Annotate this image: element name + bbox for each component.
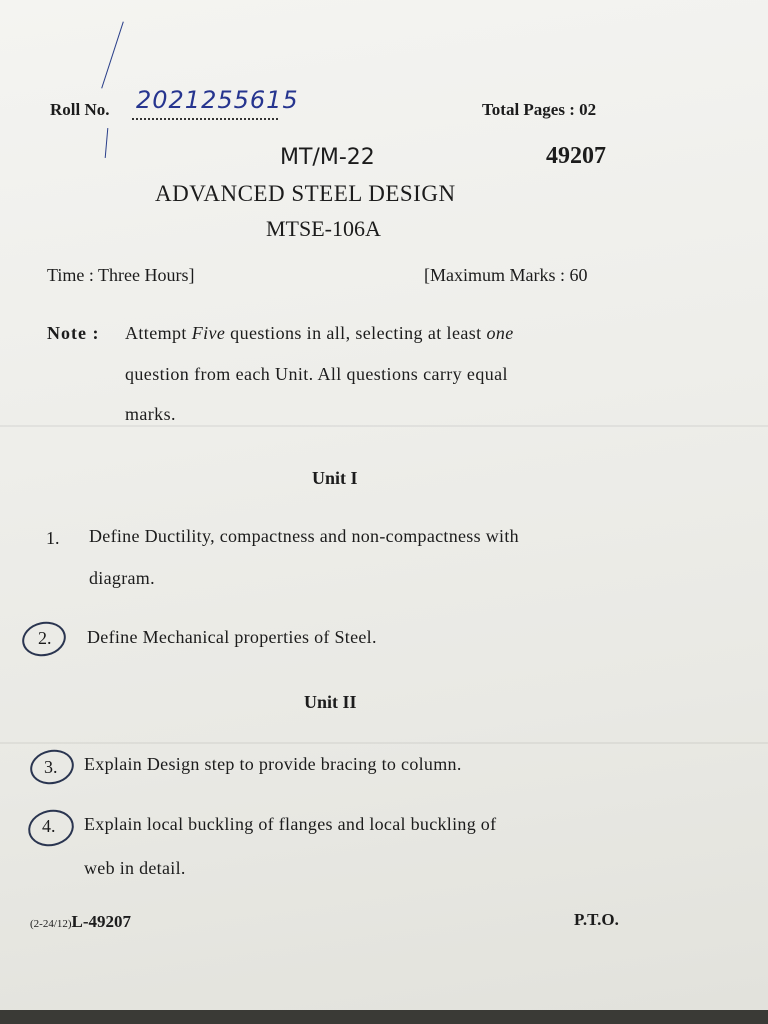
question-text: Explain Design step to provide bracing to column. <box>84 754 462 774</box>
maximum-marks: [Maximum Marks : 60 <box>424 265 588 285</box>
roll-no-handwritten: 2021255615 <box>136 86 299 114</box>
note-line-2: question from each Unit. All questions carry equal <box>125 364 508 384</box>
question-text: web in detail. <box>84 858 186 878</box>
paper-number: 49207 <box>546 143 606 169</box>
pen-stroke <box>101 22 124 89</box>
footer-code-prefix: (2-24/12) <box>30 918 72 930</box>
paper-fold-line <box>0 742 768 744</box>
question-text: Explain local buckling of flanges and local buckling of <box>84 814 497 834</box>
subject-title: ADVANCED STEEL DESIGN <box>155 181 456 206</box>
paper-fold-line <box>0 425 768 427</box>
pen-stroke <box>105 128 109 158</box>
note-line-3: marks. <box>125 404 176 424</box>
question-number: 4. <box>42 816 56 836</box>
question-number: 3. <box>44 757 58 777</box>
note-line-1 <box>125 323 514 344</box>
question-text: Define Mechanical properties of Steel. <box>87 627 377 647</box>
footer-paper-code <box>30 912 131 932</box>
course-code: MTSE-106A <box>266 216 381 241</box>
footer-code: L-49207 <box>71 912 132 931</box>
time-allowed: Time : Three Hours] <box>47 265 195 285</box>
unit-heading: Unit II <box>304 692 357 712</box>
note-text: Attempt <box>125 323 192 343</box>
roll-no-label: Roll No. <box>50 100 110 119</box>
exam-code: MT/M-22 <box>280 145 375 170</box>
note-emphasis: one <box>486 323 514 343</box>
total-pages: Total Pages : 02 <box>482 100 597 119</box>
question-number: 1. <box>46 528 60 548</box>
note-label: Note : <box>47 323 100 343</box>
unit-heading: Unit I <box>312 468 358 488</box>
note-emphasis: Five <box>191 323 226 343</box>
question-text: Define Ductility, compactness and non-compactness with <box>89 526 519 546</box>
question-text: diagram. <box>89 568 155 588</box>
note-text: questions in all, selecting at least <box>225 323 487 343</box>
please-turn-over: P.T.O. <box>574 910 619 929</box>
question-number: 2. <box>38 628 52 648</box>
